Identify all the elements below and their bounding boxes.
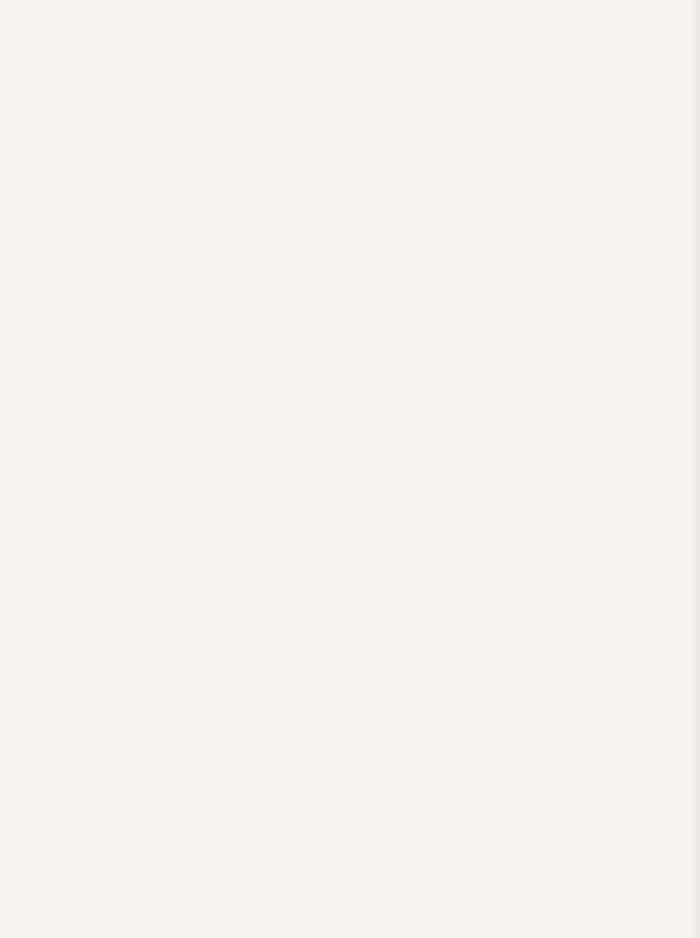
page-edge-shadow xyxy=(690,0,700,938)
